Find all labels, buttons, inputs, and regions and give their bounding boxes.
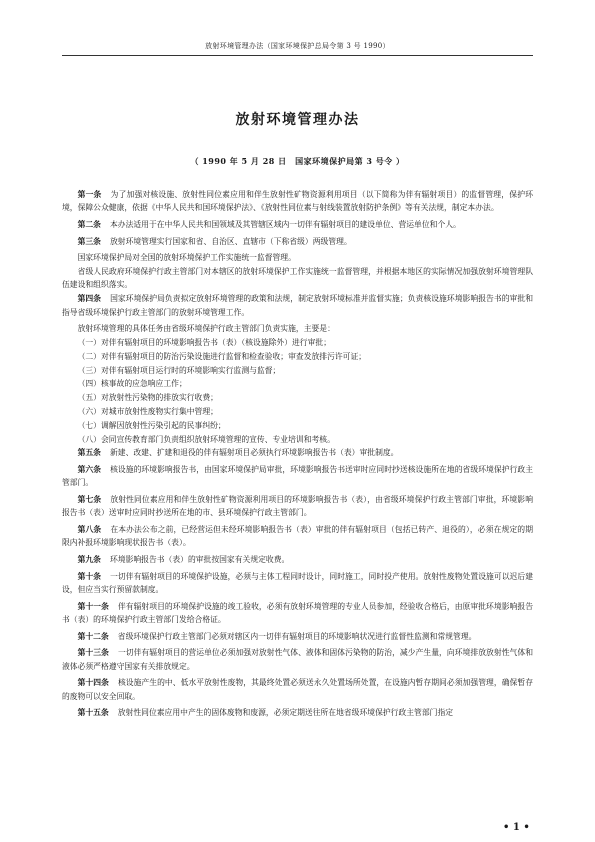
paragraph-text: 放射性同位素应用和伴生放射性矿物资源利用项目的环境影响报告书（表），由省级环境保护行政主管部门审批，环境影响报告书（表）送审时应同时抄送所在地的市、县环境保护行政主管部门。 — [62, 494, 533, 518]
paragraph-text: （四）核事故的应急响应工作； — [77, 379, 187, 389]
paragraph-text: 放射环境管理的具体任务由省级环境保护行政主管部门负责实施，主要是： — [77, 324, 335, 334]
article-number: 第四条 — [77, 294, 102, 304]
paragraph-text: 环境影响报告书（表）的审批按国家有关规定收费。 — [109, 554, 290, 564]
paragraph-text: 放射性同位素应用中产生的固体废物和废源，必须定期送往所在地省级环境保护行政主管部门指定 — [117, 708, 454, 718]
article-number: 第六条 — [77, 464, 102, 474]
article-number: 第十一条 — [77, 601, 109, 611]
paragraph-text: （二）对伴有辐射项目的防治污染设施进行监督和检查验收；审查发放排污许可证； — [77, 351, 367, 361]
body-paragraph — [62, 322, 533, 335]
paragraph-text: 放射环境管理实行国家和省、自治区、直辖市（下称省级）两级管理。 — [109, 236, 352, 246]
document-title: 放射环境管理办法 — [235, 112, 360, 128]
paragraph-text: 在本办法公布之前，已经营运但未经环境影响报告书（表）审批的伴有辐射项目（包括已转产、退役的），必须在规定的期限内补报环境影响现状报告书（表）。 — [62, 524, 533, 548]
document-body — [62, 188, 533, 723]
article-number: 第一条 — [77, 190, 102, 199]
page-number: • 1 • — [503, 822, 530, 833]
header-rule — [62, 55, 533, 56]
article-paragraph — [62, 235, 533, 248]
body-paragraph — [62, 433, 533, 446]
paragraph-text: （一）对伴有辐射项目的环境影响报告书（表）（核设施除外）进行审批； — [77, 337, 331, 347]
body-paragraph — [62, 364, 533, 377]
paragraph-text: 为了加强对核设施、放射性同位素应用和伴生放射性矿物资源利用项目（以下简称为伴有辐射项目）的监督管理，保护环境，保障公众健康，依据《中华人民共和国环境保护法》、《放射性同位素与射线装置放射防护条例》等有关法规，制定本办法。 — [62, 190, 534, 213]
body-paragraph — [62, 391, 533, 404]
body-paragraph — [62, 350, 533, 363]
article-paragraph — [62, 523, 533, 550]
body-paragraph — [62, 265, 533, 292]
article-number: 第二条 — [77, 220, 101, 229]
paragraph-text: （五）对放射性污染物的排放实行收费； — [77, 393, 218, 403]
paragraph-text: （七）调解因放射性污染引起的民事纠纷； — [77, 420, 226, 430]
article-paragraph — [62, 463, 533, 490]
article-number: 第九条 — [77, 554, 101, 564]
article-number: 第七条 — [77, 494, 102, 504]
body-paragraph — [62, 419, 533, 432]
body-paragraph — [62, 405, 533, 418]
article-paragraph — [62, 706, 533, 719]
article-number: 第十五条 — [77, 708, 109, 718]
article-number: 第十二条 — [77, 631, 109, 641]
paragraph-text: 伴有辐射项目的环境保护设施的竣工验收，必须有放射环境管理的专业人员参加，经验收合格后，由原审批环境影响报告书（表）的环境保护行政主管部门发给合格证。 — [62, 601, 534, 624]
paragraph-text: 核设施产生的中、低水平放射性废物，其最终处置必须送永久处置场所处置，在设施内暂存期间必须加强管理，确保暂存的废物可以安全回取。 — [62, 678, 534, 701]
body-paragraph — [62, 377, 533, 390]
article-paragraph — [62, 570, 533, 597]
article-paragraph — [62, 218, 533, 231]
paragraph-text: 一切伴有辐射项目的环境保护设施，必须与主体工程同时设计，同时施工，同时投产使用。放射性废物处置设施可以迟后建设，但应当实行预留款制度。 — [62, 571, 533, 594]
paragraph-text: 国家环境保护局对全国的放射环境保护工作实施统一监督管理。 — [77, 253, 296, 263]
paragraph-text: 省级人民政府环境保护行政主管部门对本辖区的放射环境保护工作实施统一监督管理，并根据本地区的实际情况加强放射环境管理队伍建设和组织落实。 — [62, 266, 533, 290]
article-paragraph — [62, 188, 533, 215]
paragraph-text: （八）会同宣传教育部门负责组织放射环境管理的宣传、专业培训和考核。 — [77, 434, 335, 444]
article-paragraph — [62, 446, 533, 459]
paragraph-text: 新建、改建、扩建和退役的伴有辐射项目必须执行环境影响报告书（表）审批制度。 — [109, 448, 399, 458]
paragraph-text: 一切伴有辐射项目的营运单位必须加强对放射性气体、液体和固体污染物的防治，减少产生量，向环境排放放射性气体和液体必须严格遵守国家有关排放规定。 — [62, 648, 534, 671]
article-paragraph — [62, 630, 533, 643]
body-paragraph — [62, 336, 533, 349]
paragraph-text: （三）对伴有辐射项目运行时的环境影响实行监测与监督； — [77, 365, 281, 375]
paragraph-text: 省级环境保护行政主管部门必须对辖区内一切伴有辐射项目的环境影响状况进行监督性监测和常规管理。 — [117, 631, 477, 641]
article-paragraph — [62, 553, 533, 566]
article-paragraph — [62, 600, 533, 627]
article-number: 第八条 — [77, 524, 102, 534]
article-number: 第三条 — [77, 236, 101, 246]
running-header: 放射环境管理办法（国家环境保护总局令第 3 号 1990） — [205, 42, 390, 50]
document-subtitle: （ 1990 年 5 月 28 日 国家环境保护局第 3 号令 ） — [190, 156, 405, 166]
article-paragraph — [62, 676, 533, 703]
article-number: 第十三条 — [77, 648, 109, 658]
article-number: 第十四条 — [77, 678, 109, 688]
body-paragraph — [62, 251, 533, 264]
paragraph-text: 本办法适用于在中华人民共和国领域及其管辖区域内一切伴有辐射项目的建设单位、营运单位和个人。 — [109, 220, 461, 229]
article-paragraph — [62, 292, 533, 319]
paragraph-text: （六）对城市放射性废物实行集中管理； — [77, 406, 218, 416]
article-number: 第十条 — [77, 571, 102, 581]
article-paragraph — [62, 493, 533, 520]
paragraph-text: 核设施的环境影响报告书，由国家环境保护局审批，环境影响报告书送审时应同时抄送核设施所在地的省级环境保护行政主管部门。 — [62, 464, 533, 488]
article-number: 第五条 — [77, 448, 101, 458]
article-paragraph — [62, 646, 533, 673]
paragraph-text: 国家环境保护局负责拟定放射环境管理的政策和法规，制定放射环境标准并监督实施；负责核设施环境影响报告书的审批和指导省级环境保护行政主管部门的放射环境管理工作。 — [62, 294, 533, 317]
